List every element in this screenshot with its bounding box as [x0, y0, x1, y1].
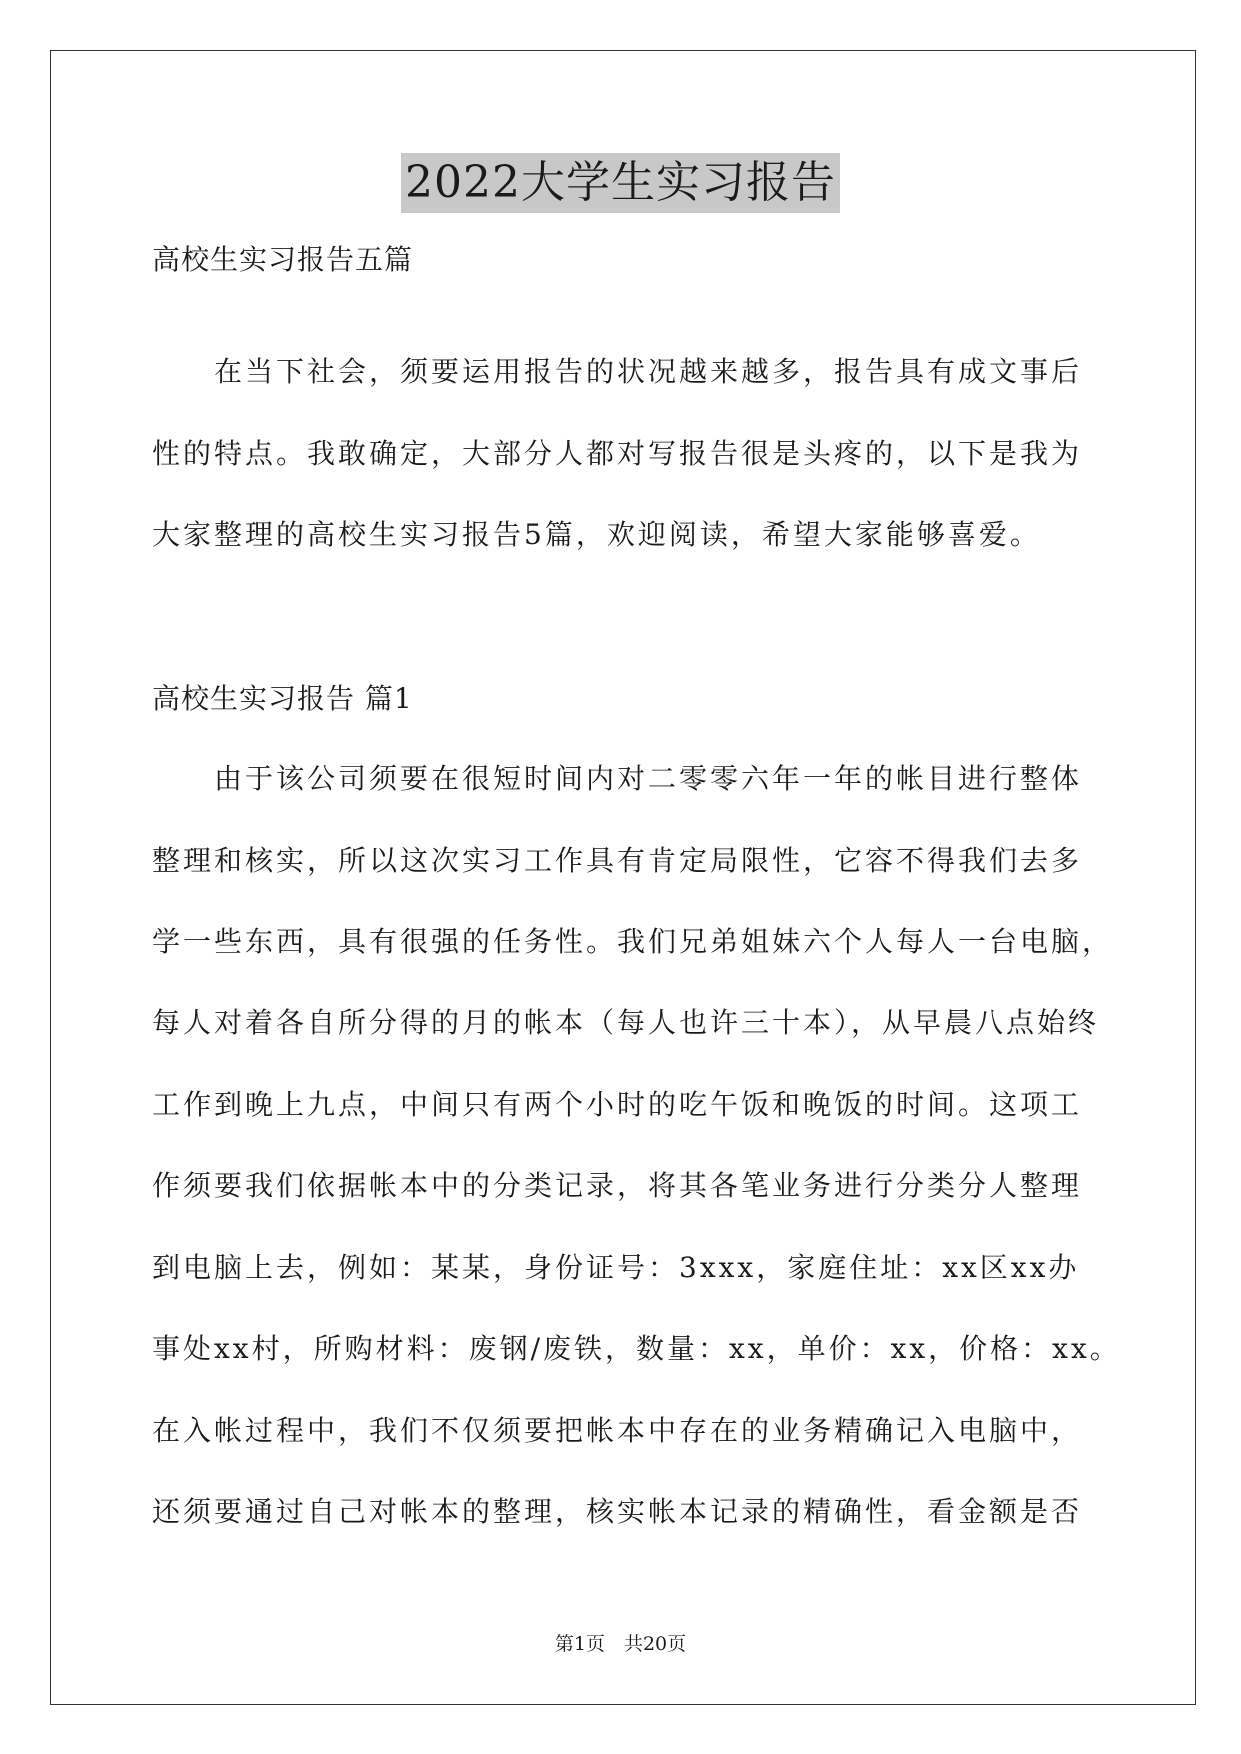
body-paragraph-line: 整理和核实，所以这次实习工作具有肯定局限性，它容不得我们去多 [152, 844, 1083, 877]
page-number-footer: 第1页 共20页 [554, 1633, 687, 1655]
intro-paragraph-line: 性的特点。我敢确定，大部分人都对写报告很是头疼的，以下是我为 [152, 437, 1083, 470]
intro-paragraph-line: 在当下社会，须要运用报告的状况越来越多，报告具有成文事后 [214, 355, 1083, 388]
body-paragraph-line: 作须要我们依据帐本中的分类记录，将其各笔业务进行分类分人整理 [152, 1169, 1083, 1202]
body-paragraph-line: 到电脑上去，例如：某某，身份证号：3xxx，家庭住址：xx区xx办 [152, 1251, 1080, 1284]
section-heading: 高校生实习报告 篇1 [152, 682, 413, 715]
document-title [0, 153, 1241, 213]
intro-paragraph-line: 大家整理的高校生实习报告5篇，欢迎阅读，希望大家能够喜爱。 [152, 518, 1041, 551]
body-paragraph-line: 还须要通过自己对帐本的整理，核实帐本记录的精确性，看金额是否 [152, 1495, 1083, 1528]
body-paragraph-line: 事处xx村，所购材料：废钢/废铁，数量：xx，单价：xx，价格：xx。 [152, 1332, 1121, 1365]
body-paragraph-line: 在入帐过程中，我们不仅须要把帐本中存在的业务精确记入电脑中， [152, 1414, 1083, 1447]
body-paragraph-line: 每人对着各自所分得的月的帐本（每人也许三十本），从早晨八点始终 [152, 1006, 1100, 1039]
document-subtitle: 高校生实习报告五篇 [152, 243, 414, 276]
body-paragraph-line: 学一些东西，具有很强的任务性。我们兄弟姐妹六个人每人一台电脑， [152, 925, 1114, 958]
body-paragraph-line: 工作到晚上九点，中间只有两个小时的吃午饭和晚饭的时间。这项工 [152, 1088, 1083, 1121]
document-title-text: 2022大学生实习报告 [401, 153, 840, 213]
body-paragraph-line: 由于该公司须要在很短时间内对二零零六年一年的帐目进行整体 [214, 762, 1083, 795]
